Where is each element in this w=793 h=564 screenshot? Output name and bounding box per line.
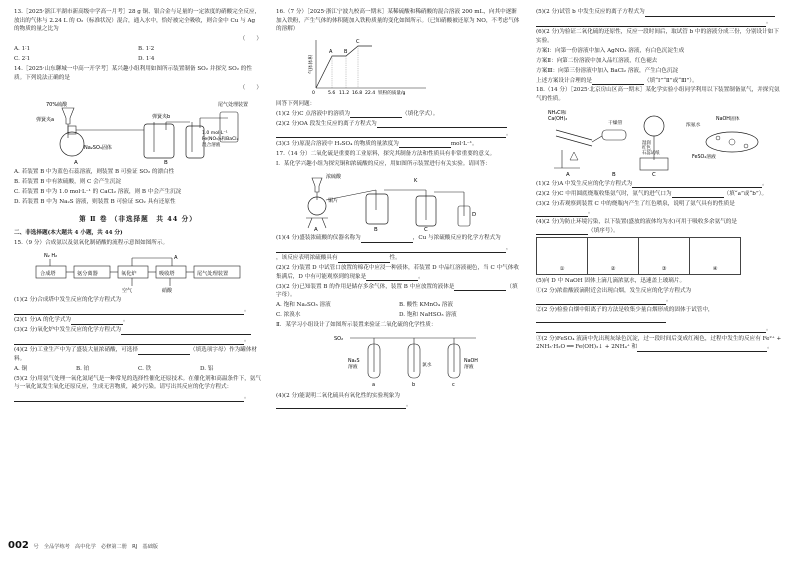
q15-flow-b3: 氧化炉 [121,271,137,278]
q17-p3-answer-blank[interactable] [454,284,506,291]
q18-part-4: (4)(2 分)为防止环境污染，以下装置(盛放的液体均为水)可用于吸收多余氨气的是（填序号）。 [536,219,737,234]
q17-part-1: (1)(4 分)盛装浓硫酸的仪器名称为 ，Cu 与浓硫酸反应的化学方程式为 [276,235,501,242]
section-2-title: 二、非选择题(本大题共 4 小题，共 44 分) [14,230,123,237]
q18-apparatus-diagram [536,106,782,178]
q18-label-wet-3: 石蕊试纸 [642,150,660,156]
q14-label-tail-1: 尾气处理装置 [218,102,249,109]
q13-option-a: A. 1∶1 [14,46,31,53]
column-2 [276,8,522,411]
q18-p2-answer-blank[interactable] [672,191,724,198]
q17-part-1-line: ， [276,244,522,253]
q15-flow-b5: 尾气处理装置 [197,271,229,278]
q15-flow-a: A [174,255,178,262]
q18-part-2: (2)(2 分)C 中用圆底烧瓶收集氨气时，氨气的进气口为 （填“a”或“b”）。 [536,190,768,197]
q15-option-b: B. 铂 [76,365,90,372]
q18-label-mix-2: Ca(OH)₂ [548,116,568,122]
q15-p2-answer-blank[interactable] [71,318,123,325]
q17-option-a: A. 饱和 Na₂SO₃ 溶液 [276,302,331,309]
q17-p4-answer-blank[interactable] [276,402,406,409]
q18-label-wet: 湿润 [642,140,651,146]
q17-option-d: D. 饱和 NaHSO₃ 溶液 [399,312,457,319]
q17-scheme-2: 方案Ⅱ：向第二份溶液中加入品红溶液，红色褪去 [536,57,658,64]
q15-part-3-line: 。 [14,336,262,345]
q14-option-c: C. 若装置 B 中为 1.0 mol·L⁻¹ 的 CaCl₂ 溶液，则 B 中会产生沉淀 [14,189,182,196]
q13-paren: （ ） [239,36,262,43]
q18-part-5c: ③(2 分)FeSO₄ 液滴中先出现灰绿色沉淀，过一段时间后变成红褐色，过程中发生的反应有 Fe²⁺ + 2NH₃·H₂O ══ Fe(OH)₂↓ + 2NH₄⁺ 和 。 [536,335,782,351]
q17-p6-answer-blank[interactable] [592,78,644,85]
q16-chart-point-a: A [329,48,333,55]
q18-absorb-option-1: ① [537,238,588,275]
q14-label-valve-a: 弹簧夹a [36,117,55,124]
q15-options [14,365,262,374]
q15-stem: 15.（9 分）合成氨以及氨氧化制硝酸的流程示意图如图所示。 [14,240,169,247]
q16-p2-answer-blank-2[interactable] [276,131,506,138]
q18-label-feso4: FeSO₄溶液 [692,154,716,160]
q18-label-conc: 浓氨水 [686,122,701,128]
q17-label-d: D [472,212,477,219]
q17-options-row2 [276,311,522,320]
q18-p5c-answer-blank[interactable] [637,345,767,352]
q13-option-b: B. 1∶2 [138,46,155,53]
q14-label-sol-1: 1.0 mol·L⁻¹ [202,131,228,137]
q17-p1-answer-blank-3[interactable] [338,256,390,263]
q18-label-naoh: NaOH固体 [716,116,740,122]
q14-option-b: B. 若装置 B 中有浓硫酸，则 C 会产生沉淀 [14,179,122,186]
q15-p3-answer-blank[interactable] [121,328,251,335]
q17-scheme-answer: 上述方案设计合理的是 （填“Ⅰ”“Ⅱ”或“Ⅲ”）。 [536,77,698,84]
q13-option-c: C. 2∶1 [14,56,31,63]
q16-p3-answer-blank[interactable] [399,141,451,148]
page-footer [8,542,308,552]
q18-p5b-answer-blank[interactable] [536,316,666,323]
q17-label-naoh: NaOH [464,358,478,364]
q14-label-a: A [74,160,78,167]
q16-stem: 16.（7 分）［2025·浙江宁波九校高一期末］某稀硫酸和稀硝酸的混合溶液 200 mL，向其中逐渐加入铁粉，产生气体的体积随加入铁粉质量的变化如图所示。（已知硝酸被还原为 NO，不考虑气体的溶解） [276,9,520,33]
q17-option-b: B. 酸性 KMnO₄ 溶液 [399,302,453,309]
q16-chart-point-c: C [356,38,360,45]
q17-part-1-end: ，该反应表明浓硫酸具有 性。 [276,255,401,262]
q15-p1-answer-blank[interactable] [14,308,244,315]
q16-chart-tick-3: 16.8 [352,90,363,96]
q16-chart-ylabel: 气体体积 [309,54,314,74]
q17-label-a: A [314,227,318,233]
q17-label-tube-a: a [372,381,376,388]
q15-part-5-line: 。 [14,393,262,402]
q17-section-i: Ⅰ．某化学兴趣小组为探究铜和浓硫酸的反应，用如图所示装置进行有关实验。请回答： [276,160,491,167]
q14-label-valve-b: 弹簧夹b [152,114,171,121]
q18-part-3: (3)(2 分)若观察到装置 C 中的烧瓶内产生了红色喷泉，说明了氨气具有的性质是。 [536,200,735,216]
q18-p4-answer-blank[interactable] [536,228,588,235]
q16-chart-tick-1: 5.6 [328,90,336,96]
q15-flow-b2: 氨分离器 [77,271,98,278]
footer-text: 号 全品学练考 高中化学 必修第二册 RJ 基础版 [33,544,158,550]
q15-p3-answer-blank-2[interactable] [14,338,244,345]
q16-chart-tick-4: 22.4 [365,90,376,96]
q18-p5a-answer-blank[interactable] [536,298,666,305]
q17-label-na2s-2: 溶液 [348,364,358,370]
q14-apparatus-diagram [14,94,262,166]
q15-p5-answer-blank[interactable] [14,395,244,402]
q17-option-c: C. 浓溴水 [276,312,301,319]
q17-apparatus-diagram-1 [276,170,522,232]
q15-option-c: C. 铁 [138,365,152,372]
q16-chart-tick-0: 0 [312,90,315,96]
q14-label-salt: Na₂SO₃固体 [84,145,112,152]
q15-option-a: A. 铜 [14,365,28,372]
q17-label-water: 氯水 [422,362,432,368]
q18-absorb-options-table [536,237,741,275]
q16-question: 回答下列问题： [276,100,316,107]
q18-label-a: A [566,171,570,178]
q15-p4-answer-blank[interactable] [138,348,190,355]
q15-part-4: (4)(2 分)工业生产中为了盛装大量浓硝酸，可选择 （填选项字母）作为罐体材料。 [14,346,258,362]
q16-part-1: (1)(2 分)C 点溶液中的溶质为 （填化学式）。 [276,110,439,117]
q17-label-cu: 铜片 [328,198,339,205]
column-3 [536,8,782,353]
q14-label-acid: 70%硫酸 [46,102,68,109]
q15-option-d: D. 铝 [200,365,214,372]
q18-p5b-answer-blank-2[interactable] [536,326,766,333]
q16-chart [276,36,522,98]
q18-p3-answer-blank[interactable] [536,210,588,217]
q14-label-sol-3: 混合溶液 [202,143,221,149]
q18-part-5: (5)向 D 中 NaOH 固体上滴几滴浓氨水，迅速盖上玻璃片。 [536,278,686,285]
q18-part-5b: ②(2 分)检验白烟中阳离子的方法是收集少量白烟形成的固体于试管中， [536,306,782,323]
q14-paren: （ ） [239,84,262,91]
q15-part-1-line: 。 [14,306,262,315]
q17-p1-answer-blank[interactable] [361,236,413,243]
q15-part-2: (2)(1 分)A 的化学式为 。 [14,316,129,323]
q17-part-5-line: 。 [536,18,782,27]
q16-chart-point-b: B [344,48,348,55]
q13-options-row1 [14,45,262,54]
q16-part-3: (3)(3 分)原混合溶液中 H₂SO₄ 的物质的量浓度为 mol·L⁻¹。 [276,140,478,147]
q16-p2-answer-blank[interactable] [377,121,507,128]
q17-label-b: B [374,227,378,233]
q17-options-row1 [276,301,522,310]
q17-scheme-3: 方案Ⅲ：向第三份溶液中加入 BaCl₂ 溶液，产生白色沉淀 [536,67,679,74]
q15-flow-air: 空气 [122,288,133,295]
q18-absorb-option-2: ② [588,238,639,275]
q17-label-naoh-2: 溶液 [464,364,474,370]
q15-flow-acid: 硝酸 [162,288,173,295]
q17-label-tube-c: c [452,381,455,388]
q15-flow-diagram [14,250,262,294]
q18-part-5a: ①(2 分)浓盐酸液滴附近会出现白烟，发生反应的化学方程式为。 [536,288,692,303]
q13-options-row2 [14,55,262,64]
q14-option-d: D. 若装置 B 中为 Na₂S 溶液，则装置 B 可验证 SO₂ 具有还原性 [14,199,176,206]
q15-flow-b4: 吸收塔 [159,271,175,278]
q17-p5-answer-blank-2[interactable] [536,20,766,27]
q14-stem: 14.［2025·山东聊城一中高一开学考］某兴趣小组利用如图所示装置制备 SO₂ 并探究 SO₂ 的性质。下列说法正确的是 [14,66,252,81]
q17-part-4: (4)(2 分)能说明二氧化硫具有氧化性的实验现象为。 [276,392,412,408]
q16-part-2: (2)(2 分)OA 段发生反应的离子方程式为 [276,120,522,129]
q18-part-5b-line: 。 [536,325,782,334]
q16-part-2-line: 。 [276,130,522,139]
q17-apparatus-diagram-2 [276,332,522,390]
q18-part-1: (1)(2 分)A 中发生反应的化学方程式为 。 [536,180,768,187]
q18-label-dry: 干燥管 [608,120,623,126]
q17-label-acid: 浓硫酸 [326,174,342,181]
q17-p5-answer-blank[interactable] [645,10,775,17]
q14-option-a: A. 若装置 B 中为蓝色石蕊溶液，则装置 B 可验证 SO₂ 的漂白性 [14,169,175,176]
q16-chart-tick-2: 11.2 [339,90,350,96]
q18-stem: 18.（14 分）［2025·北京房山区高一期末］某化学实验小组同学利用以下装置制备氨气，并探究氨气的性质。 [536,87,780,103]
q14-label-b: B [164,160,168,167]
q17-stem: 17.（14 分）二氧化硫是重要的工业原料，探究其制备方法和性质具有非常重要的意义。 [276,150,496,157]
q17-p1-answer-blank-2[interactable] [276,246,506,253]
q17-label-k: K [414,178,418,185]
part-2-title: 第 Ⅱ 卷 （非选择题 共 44 分） [79,214,197,223]
page-number: 002 [8,540,29,551]
q17-part-6: (6)(2 分)为验证二氧化硫的还原性，反应一段时间后，取试管 b 中的溶液分成三份，分别设计如下实验。 [536,28,779,44]
q18-absorb-option-3: ③ [639,238,690,275]
q17-part-3: (3)(2 分)已知装置 B 的作用是储存多余气体，装置 B 中应放置的液体是 （填字母）。 [276,283,518,299]
q16-chart-xlabel: 铁粉的质量/g [378,90,406,96]
q13-stem: 13.［2025·浙江平湖市新高级中学高一月考］28 g 铜、银合金与足量的一定浓度的硝酸完全反应，放出的气体与 2.24 L 的 O₂（标准状况）混合，通入水中，恰好被完全吸收，则合金中 Cu 与 Ag 的物质的量之比为 [14,9,261,33]
q17-part-5: (5)(2 分)试管 b 中发生反应的离子方程式为 [536,8,782,17]
q15-part-3: (3)(2 分)氧化炉中发生反应的化学方程式为 [14,326,262,335]
q13-option-d: D. 1∶4 [138,56,155,63]
q18-label-b: B [612,171,616,178]
q17-scheme-1: 方案Ⅰ：向第一份溶液中加入 AgNO₃ 溶液，有白色沉淀生成 [536,47,685,54]
q18-absorb-option-4: ④ [690,238,741,275]
q17-label-c: C [424,227,428,233]
q16-p1-answer-blank[interactable] [350,111,402,118]
q18-label-mix: NH₄Cl和 [548,110,567,116]
q15-part-5: (5)(2 分)用氨气处理一氧化氮尾气是一种常见的选择性催化还原技术。在催化剂和高温条件下，氨气与一氧化氮发生氧化还原反应，生成无害物质，减少污染。请写出其反应的化学方程式： [14,375,261,391]
q17-label-tube-b: b [412,381,416,388]
q17-label-na2s: Na₂S [348,358,360,364]
q15-flow-feed: N₂ H₂ [44,253,58,260]
q15-part-1: (1)(2 分)合成塔中发生反应的化学方程式为 [14,297,122,304]
q18-label-c: C [652,171,656,178]
q18-label-wet-2: 红色 [642,145,651,151]
column-1 [14,8,262,403]
q17-p2-answer-blank[interactable] [366,274,418,281]
q17-label-so2: SO₂ [334,335,344,342]
q14-label-sol-2: Fe(NO₃)₃和BaCl₂ [202,137,239,143]
q17-section-ii: Ⅱ．某学习小组设计了如图所示装置来验证二氧化硫的化学性质： [276,322,437,329]
q18-p1-answer-blank[interactable] [632,181,762,188]
q15-flow-b1: 合成塔 [40,271,56,278]
q17-part-2: (2)(2 分)装置 D 中试管口放置的棉花中应浸一种液体，若装置 D 中品红溶液褪色，当 C 中气体收集满后，D 中有可能观察到的现象是 。 [276,265,519,280]
